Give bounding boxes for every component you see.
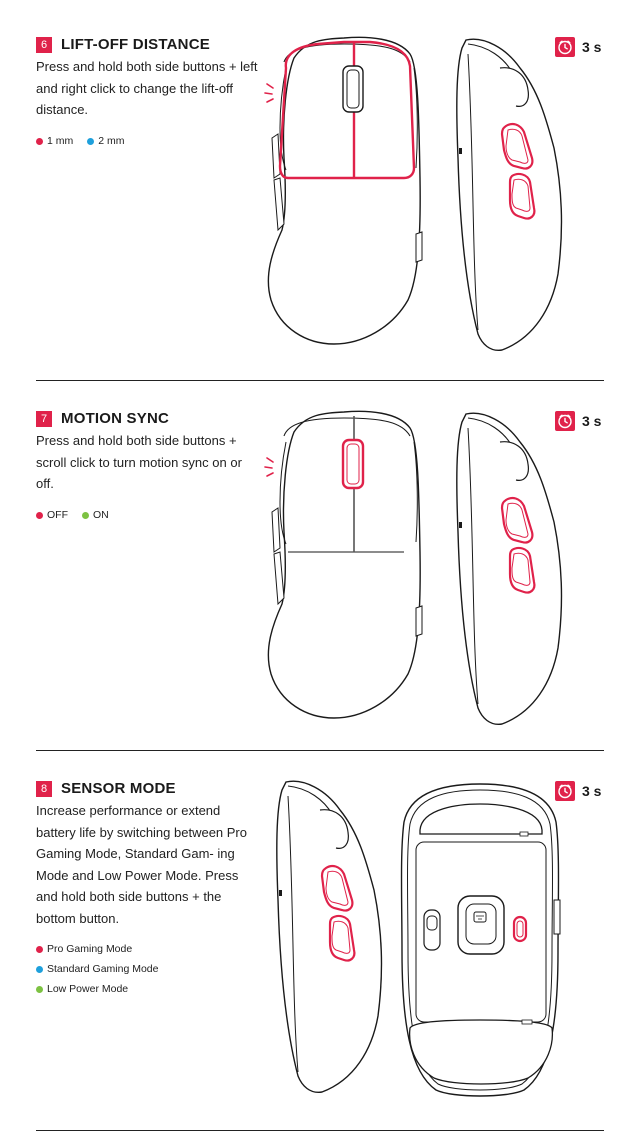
legend-label: OFF: [47, 509, 68, 521]
section-motion-sync: [0, 382, 640, 750]
scroll-wheel-highlight: [343, 440, 363, 488]
section-title: SENSOR MODE: [61, 780, 176, 797]
red-dot-icon: [36, 512, 43, 519]
scroll-wheel-icon: [343, 66, 363, 112]
timer-value: 3 s: [582, 783, 602, 799]
legend: [36, 509, 109, 521]
legend-item: [36, 943, 158, 955]
section-title: LIFT-OFF DISTANCE: [61, 36, 210, 53]
blue-dot-icon: [87, 138, 94, 145]
section-sensor-mode: [0, 752, 640, 1130]
section-lift-off-distance: [0, 0, 640, 380]
legend-item: [36, 983, 158, 995]
legend-item: [82, 509, 109, 521]
section-title: MOTION SYNC: [61, 410, 170, 427]
section-heading: [36, 36, 210, 53]
section-divider: [36, 1130, 604, 1131]
section-description: Press and hold both side buttons + left and right click to change the lift-off distance.: [36, 59, 258, 117]
sensor-icon: [458, 896, 504, 954]
legend-item: [36, 509, 68, 521]
timer-value: 3 s: [582, 39, 602, 55]
mouse-top-view: [268, 412, 422, 722]
green-dot-icon: [82, 512, 89, 519]
section-divider: [36, 380, 604, 381]
legend-label: 1 mm: [47, 135, 74, 147]
legend-label: ON: [93, 509, 109, 521]
section-description: Increase performance or extend battery life by switching between Pro Gaming Mode, Standard Gam- ing Mode and Low Power Mode. Press and hold both side buttons + the bottom button.: [36, 803, 247, 926]
section-divider: [36, 750, 604, 751]
mouse-side-view: [454, 412, 566, 728]
legend-item: [36, 963, 158, 975]
section-description: Press and hold both side buttons + scroll click to turn motion sync on or off.: [36, 433, 242, 491]
signal-marks-icon: [265, 84, 273, 102]
blue-dot-icon: [36, 966, 43, 973]
bottom-glide-skate: [410, 1020, 553, 1084]
green-dot-icon: [36, 986, 43, 993]
step-number-badge: 7: [36, 411, 52, 427]
section-heading: [36, 410, 169, 427]
legend: [36, 943, 158, 995]
timer-value: 3 s: [582, 413, 602, 429]
step-number-badge: 6: [36, 37, 52, 53]
legend: [36, 135, 125, 147]
mouse-bottom-view: [400, 782, 562, 1100]
legend-label: Pro Gaming Mode: [47, 943, 133, 955]
red-dot-icon: [36, 138, 43, 145]
signal-marks-icon: [265, 458, 273, 476]
section-heading: [36, 780, 176, 797]
legend-label: Low Power Mode: [47, 983, 129, 995]
mouse-top-view: [268, 38, 422, 348]
legend-item: [87, 135, 124, 147]
mouse-side-view: [274, 780, 386, 1096]
mouse-side-view: [454, 38, 566, 354]
legend-label: Standard Gaming Mode: [47, 963, 159, 975]
legend-item: [36, 135, 73, 147]
legend-label: 2 mm: [98, 135, 125, 147]
red-dot-icon: [36, 946, 43, 953]
step-number-badge: 8: [36, 781, 52, 797]
